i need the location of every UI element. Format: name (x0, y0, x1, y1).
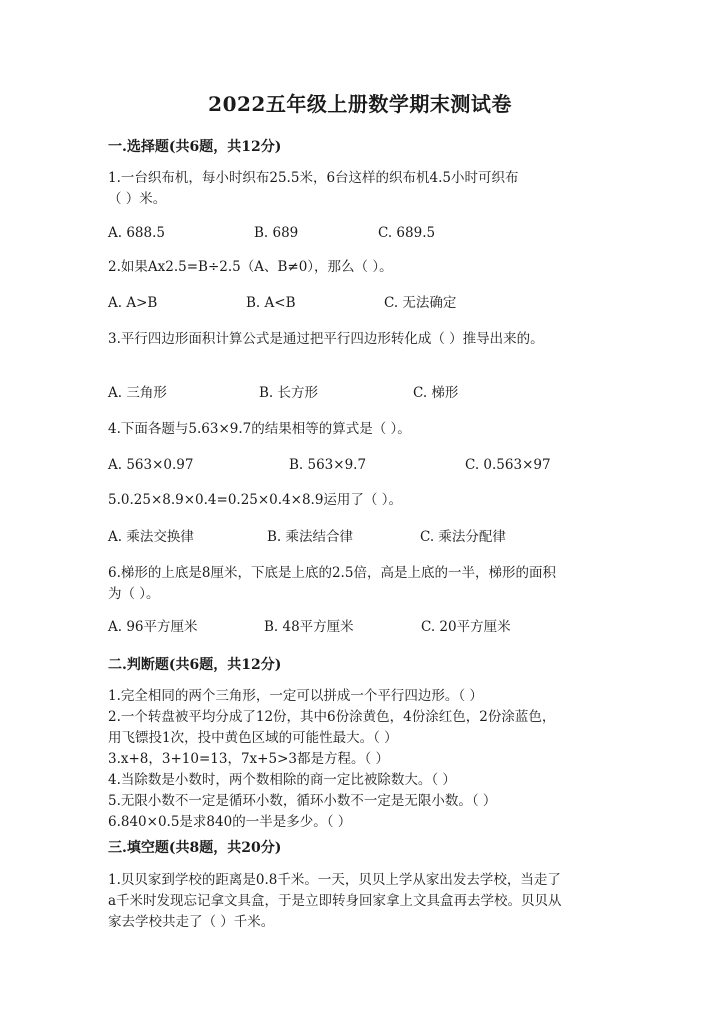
question-5 (108, 490, 608, 511)
option-b: B. 48平方厘米 (264, 619, 354, 635)
option-b: B. 689 (254, 225, 299, 241)
question-text: a千米时发现忘记拿文具盒，于是立即转身回家拿上文具盒再去学校。贝贝从 (108, 893, 562, 909)
question-1 (108, 168, 608, 210)
question-text: 3.平行四边形面积计算公式是通过把平行四边形转化成（ ）推导出来的。 (108, 331, 544, 347)
section-heading-fill: 三.填空题(共8题，共20分) (108, 840, 282, 856)
judge-line: 5.无限小数不一定是循环小数，循环小数不一定是无限小数。（ ） (108, 793, 497, 809)
option-c: C. 689.5 (378, 225, 436, 241)
question-text: 2.如果Ax2.5=B÷2.5（A、B≠0），那么（ ）。 (108, 259, 393, 275)
option-c: C. 20平方厘米 (421, 619, 511, 635)
option-a: A. 563×0.97 (108, 457, 194, 473)
judge-line: 6.840×0.5是求840的一半是多少。（ ） (108, 814, 352, 830)
option-a: A. A>B (108, 295, 158, 311)
option-b: B. A<B (246, 295, 296, 311)
question-3 (108, 329, 628, 350)
option-c: C. 乘法分配律 (420, 529, 506, 545)
option-b: B. 563×9.7 (289, 457, 367, 473)
judge-line: 4.当除数是小数时，两个数相除的商一定比被除数大。（ ） (108, 772, 456, 788)
option-a: A. 96平方厘米 (108, 619, 198, 635)
judge-line: 用飞镖投1次，投中黄色区域的可能性最大。（ ） (108, 730, 398, 746)
option-a: A. 乘法交换律 (108, 529, 194, 545)
option-a: A. 688.5 (108, 225, 165, 241)
question-text: 1.贝贝家到学校的距离是0.8千米。一天，贝贝上学从家出发去学校，当走了 (108, 872, 561, 888)
option-c: C. 无法确定 (384, 295, 457, 311)
option-b: B. 乘法结合律 (267, 529, 354, 545)
section-heading-choice: 一.选择题(共6题，共12分) (108, 139, 282, 155)
judge-line: 2.一个转盘被平均分成了12份，其中6份涂黄色，4份涂红色，2份涂蓝色， (108, 709, 556, 725)
question-4 (108, 419, 608, 440)
section-heading-judge: 二.判断题(共6题，共12分) (108, 657, 282, 673)
question-text: 1.一台织布机，每小时织布25.5米，6台这样的织布机4.5小时可织布 (108, 170, 519, 186)
question-text: 为（ ）。 (108, 586, 160, 602)
option-c: C. 0.563×97 (465, 457, 551, 473)
question-text: 家去学校共走了（ ）千米。 (108, 914, 275, 930)
question-2 (108, 257, 608, 278)
judge-line: 1.完全相同的两个三角形，一定可以拼成一个平行四边形。（ ） (108, 688, 483, 704)
judge-line: 3.x+8，3+10=13，7x+5>3都是方程。（ ） (108, 751, 390, 767)
question-text: 5.0.25×8.9×0.4=0.25×0.4×8.9运用了（ ）。 (108, 492, 402, 508)
question-text: 6.梯形的上底是8厘米，下底是上底的2.5倍，高是上底的一半，梯形的面积 (108, 565, 556, 581)
option-c: C. 梯形 (413, 385, 459, 401)
question-text: 4.下面各题与5.63×9.7的结果相等的算式是（ ）。 (108, 421, 411, 437)
question-text: （ ）米。 (108, 191, 167, 207)
question-6 (108, 563, 608, 605)
option-a: A. 三角形 (108, 385, 167, 401)
fill-question-1 (108, 870, 608, 933)
option-b: B. 长方形 (259, 385, 319, 401)
judge-list (108, 686, 608, 833)
page-title: 2022五年级上册数学期末测试卷 (208, 92, 512, 116)
